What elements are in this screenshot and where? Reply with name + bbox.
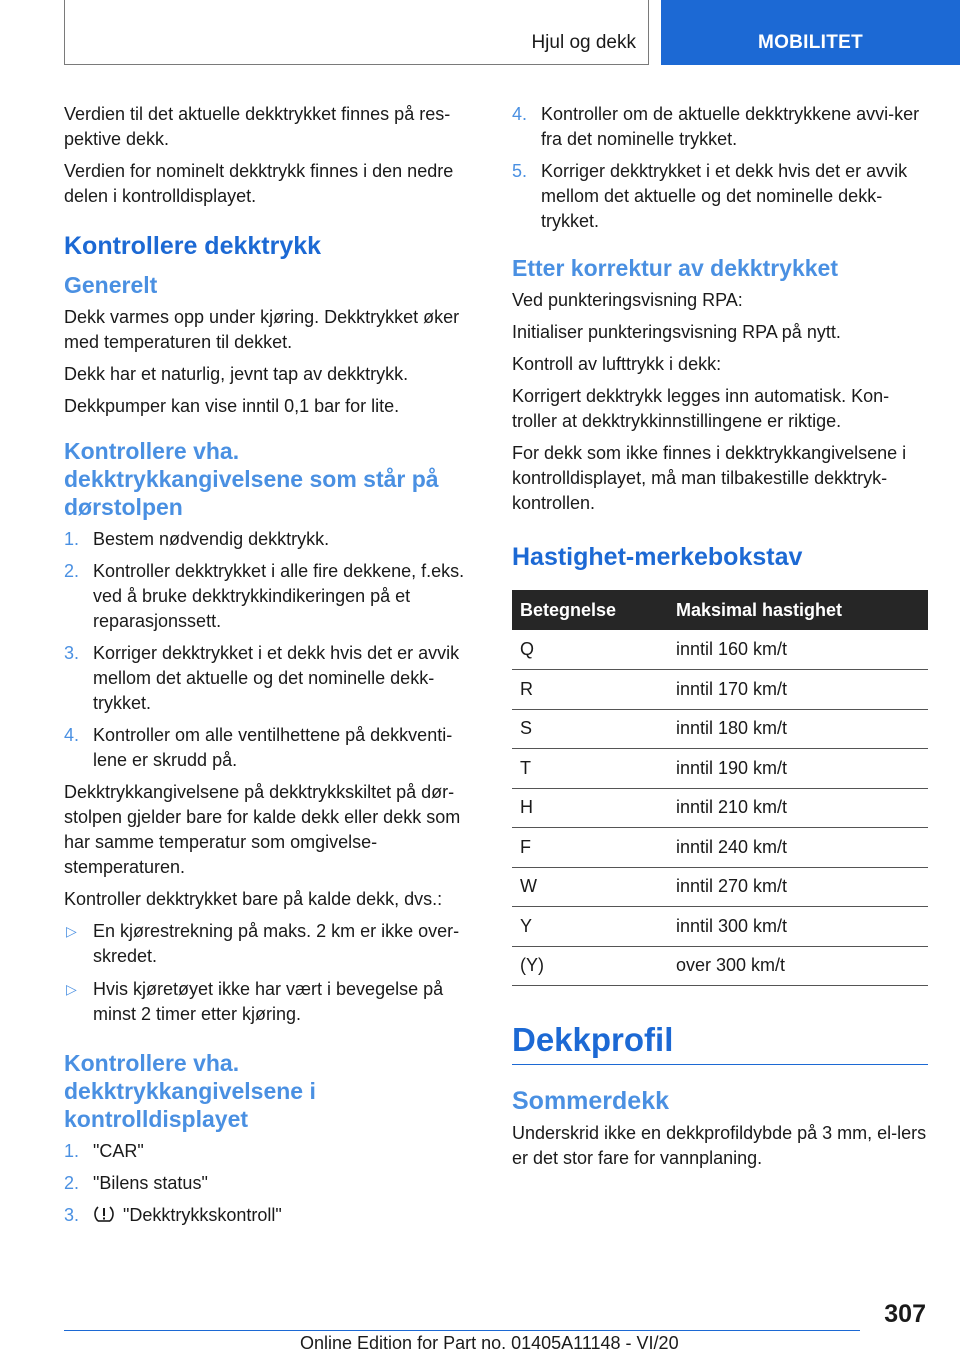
triangle-bullet-icon: ▷ (66, 981, 77, 997)
rating-letter-cell: (Y) (512, 946, 668, 986)
continued-steps-list (512, 102, 928, 234)
max-speed-cell: inntil 180 km/t (668, 709, 928, 749)
list-item (64, 919, 484, 969)
list-item (64, 723, 484, 773)
max-speed-cell: inntil 170 km/t (668, 670, 928, 710)
list-item (512, 102, 928, 152)
section-title: Hastighet-merkebokstav (512, 543, 803, 571)
table-row (512, 907, 928, 947)
step-text: Bestem nødvendig dekktrykk. (93, 529, 330, 549)
tire-pressure-warning-icon (93, 1204, 115, 1224)
max-speed-cell: inntil 190 km/t (668, 749, 928, 789)
bullet-text: Hvis kjøretøyet ikke har vært i bevegelse på minst 2 timer etter kjøring. (93, 979, 444, 1024)
paragraph: Korrigert dekktrykk legges inn automatisk. Kon-troller at dekktrykkinnstillingene er riktige. (512, 386, 890, 431)
subsection-title: Sommerdekk (512, 1087, 670, 1115)
edition-text: Online Edition for Part no. 01405A11148 - VI/20 (300, 1333, 679, 1353)
dekkprofil-heading (512, 1020, 928, 1065)
step-text: Kontroller dekktrykket i alle fire dekkene, f.eks. ved å bruke dekktrykkindikeringen på et reparasjonssett. (93, 561, 465, 631)
display-steps-list (64, 1139, 484, 1228)
subsection-title: Etter korrektur av dekktrykket (512, 255, 838, 281)
max-speed-cell: over 300 km/t (668, 946, 928, 986)
list-item (64, 527, 484, 552)
chapter-title: Hjul og dekk (531, 32, 636, 53)
list-item (512, 159, 928, 234)
step-number: 1. (64, 529, 80, 549)
section-tab (661, 0, 960, 65)
list-item (64, 1171, 484, 1196)
list-item (64, 977, 484, 1027)
paragraph: Dekktrykkangivelsene på dekktrykkskiltet på dør-stolpen gjelder bare for kalde dekk eller dekk som har samme temperatur som omgivelse-stemperaturen. (64, 782, 461, 877)
paragraph: Dekk har et naturlig, jevnt tap av dekktrykk. (64, 364, 409, 384)
footer-divider (64, 1330, 860, 1331)
table-row (512, 670, 928, 710)
step-number: 1. (64, 1141, 80, 1161)
right-column (512, 102, 928, 1178)
step-text: Kontroller om de aktuelle dekktrykkene avvi-ker fra det nominelle trykket. (541, 104, 920, 149)
table-row (512, 946, 928, 986)
max-speed-cell: inntil 210 km/t (668, 788, 928, 828)
step-number: 4. (64, 725, 80, 745)
table-row (512, 749, 928, 789)
table-header-row (512, 590, 928, 630)
column-header: Maksimal hastighet (668, 590, 928, 630)
rating-letter-cell: Q (512, 630, 668, 670)
max-speed-cell: inntil 270 km/t (668, 867, 928, 907)
step-text: Korriger dekktrykket i et dekk hvis det er avvik mellom det aktuelle og det nominelle dekk-trykket. (541, 161, 908, 231)
paragraph: Kontroll av lufttrykk i dekk: (512, 354, 722, 374)
table-body (512, 630, 928, 986)
step-text: "Bilens status" (93, 1173, 208, 1193)
table-row (512, 630, 928, 670)
paragraph: Ved punkteringsvisning RPA: (512, 290, 743, 310)
paragraph: Dekkpumper kan vise inntil 0,1 bar for lite. (64, 396, 400, 416)
rating-letter-cell: S (512, 709, 668, 749)
list-item (64, 1139, 484, 1164)
rating-letter-cell: H (512, 788, 668, 828)
paragraph: Initialiser punkteringsvisning RPA på nytt. (512, 322, 841, 342)
rating-letter-cell: Y (512, 907, 668, 947)
header-chapter-box (64, 0, 649, 65)
conditions-list (64, 919, 484, 1027)
paragraph: Kontroller dekktrykket bare på kalde dekk, dvs.: (64, 889, 443, 909)
rating-letter-cell: F (512, 828, 668, 868)
paragraph: For dekk som ikke finnes i dekktrykkangivelsene i kontrolldisplayet, må man tilbakestille dekktryk-kontrollen. (512, 443, 907, 513)
door-steps-list (64, 527, 484, 773)
intro-paragraph: Verdien for nominelt dekktrykk finnes i den nedre delen i kontrolldisplayet. (64, 161, 454, 206)
table-row (512, 709, 928, 749)
list-item (64, 1203, 484, 1228)
list-item (64, 641, 484, 716)
paragraph: Underskrid ikke en dekkprofildybde på 3 mm, el-lers er det stor fare for vannplaning. (512, 1123, 927, 1168)
step-number: 2. (64, 561, 80, 581)
subsection-title: Kontrollere vha. dekktrykkangivelsene i kontrolldisplayet (64, 1050, 316, 1132)
max-speed-cell: inntil 240 km/t (668, 828, 928, 868)
table-row (512, 867, 928, 907)
bullet-text: En kjørestrekning på maks. 2 km er ikke over-skredet. (93, 921, 460, 966)
step-text: Korriger dekktrykket i et dekk hvis det er avvik mellom det aktuelle og det nominelle dekk-trykket. (93, 643, 460, 713)
table-row (512, 828, 928, 868)
section-title: Kontrollere dekktrykk (64, 232, 322, 260)
subsection-title: Generelt (64, 272, 158, 298)
section-tab-label: MOBILITET (757, 32, 864, 53)
rating-letter-cell: T (512, 749, 668, 789)
step-text: "Dekktrykkskontroll" (123, 1205, 282, 1225)
max-speed-cell: inntil 300 km/t (668, 907, 928, 947)
step-text: "CAR" (93, 1141, 144, 1161)
left-column (64, 102, 484, 1235)
subsection-title: Kontrollere vha. dekktrykkangivelsene som står på dørstolpen (64, 438, 439, 520)
max-speed-cell: inntil 160 km/t (668, 630, 928, 670)
speed-rating-table (512, 590, 928, 986)
step-number: 3. (64, 643, 80, 663)
step-number: 3. (64, 1205, 80, 1225)
intro-paragraph: Verdien til det aktuelle dekktrykket finnes på res-pektive dekk. (64, 104, 451, 149)
column-header: Betegnelse (512, 590, 668, 630)
triangle-bullet-icon: ▷ (66, 923, 77, 939)
rating-letter-cell: W (512, 867, 668, 907)
step-number: 2. (64, 1173, 80, 1193)
step-number: 5. (512, 161, 528, 181)
list-item (64, 559, 484, 634)
step-text: Kontroller om alle ventilhettene på dekkventi-lene er skrudd på. (93, 725, 453, 770)
step-number: 4. (512, 104, 528, 124)
chapter-heading: Dekkprofil (512, 1021, 674, 1058)
rating-letter-cell: R (512, 670, 668, 710)
paragraph: Dekk varmes opp under kjøring. Dekktrykket øker med temperaturen til dekket. (64, 307, 460, 352)
table-row (512, 788, 928, 828)
page-number: 307 (884, 1300, 926, 1328)
